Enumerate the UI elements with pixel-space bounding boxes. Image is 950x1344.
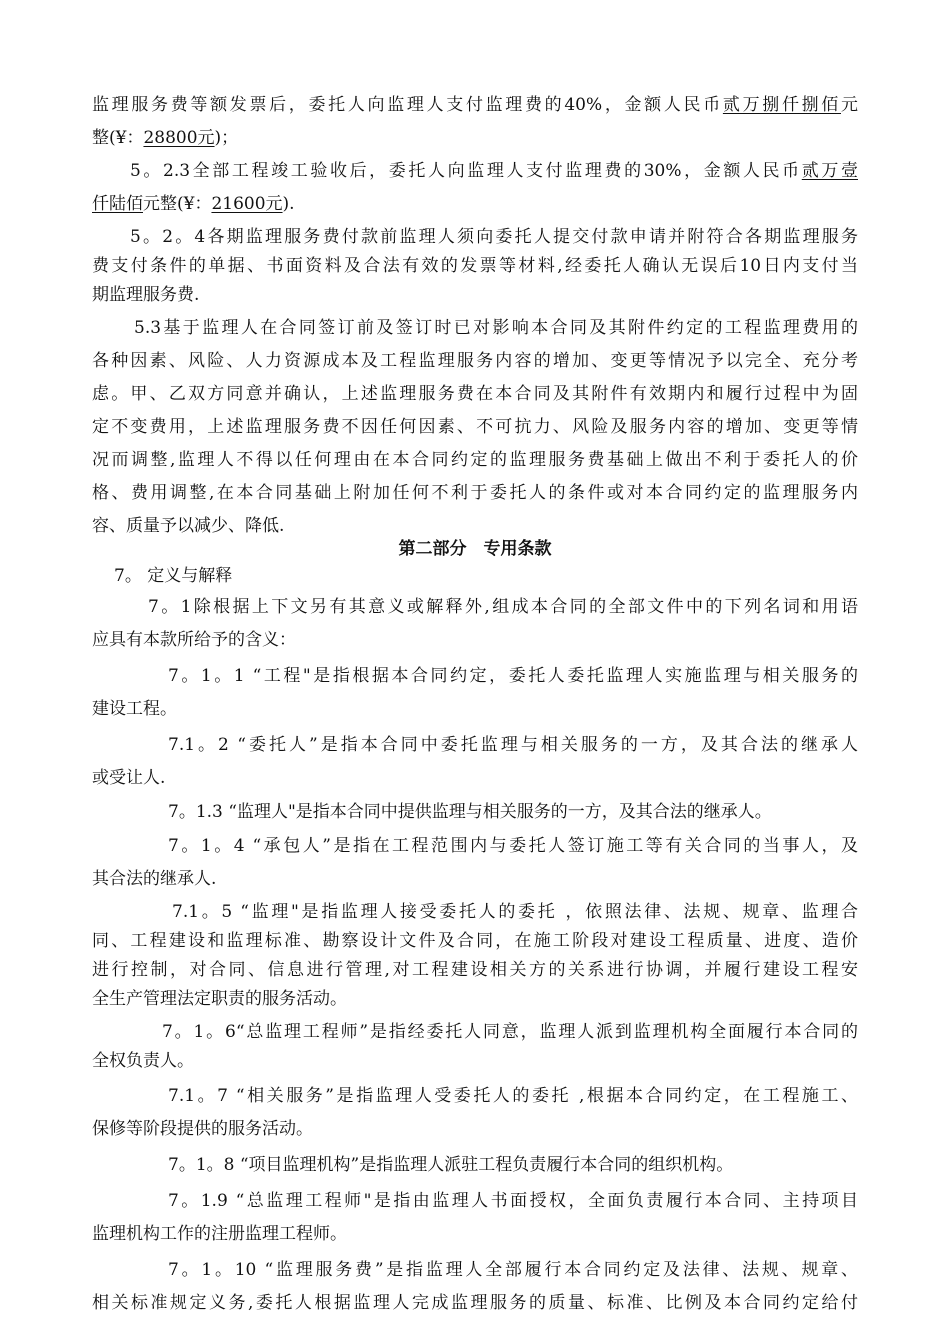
text-segment: 格、费用调整,在本合同基础上附加任何不利于委托人的条件或对本合同约定的监理服务内 — [92, 483, 858, 503]
text-line — [92, 563, 858, 589]
text-line — [92, 1048, 858, 1074]
text-segment: 7。1.3 “监理人"是指本合同中提供监理与相关服务的一方，及其合法的继承人。 — [168, 802, 772, 822]
text-segment: 5。2.3全部工程竣工验收后，委托人向监理人支付监理费的30%，金额人民币 — [130, 161, 802, 181]
text-segment: 7.1。7 “相关服务”是指监理人受委托人的委托 ,根据本合同约定，在工程施工、 — [168, 1086, 858, 1106]
underlined-amount: 仟陆佰 — [92, 194, 143, 214]
text-line — [92, 627, 858, 653]
text-line — [92, 732, 858, 758]
text-line — [92, 957, 858, 983]
text-segment: 5。2。4各期监理服务费付款前监理人须向委托人提交付款申请并附符合各期监理服务 — [130, 227, 858, 247]
text-line — [92, 765, 858, 791]
text-segment: 全权负责人。 — [92, 1051, 194, 1071]
text-line — [92, 1116, 858, 1142]
text-segment: 整(¥： — [92, 128, 144, 148]
text-segment: 7.1。2 “委托人”是指本合同中委托监理与相关服务的一方，及其合法的继承人 — [168, 735, 858, 755]
text-line — [92, 253, 858, 279]
text-line — [92, 480, 858, 506]
text-line — [92, 1152, 858, 1178]
text-line — [92, 799, 858, 825]
text-line — [92, 1019, 858, 1045]
text-segment: 7。1除根据上下文另有其意义或解释外,组成本合同的全部文件中的下列名词和用语 — [148, 597, 858, 617]
text-segment: 元 — [841, 95, 858, 115]
underlined-amount: 贰万捌仟捌佰 — [722, 95, 841, 115]
text-segment: 进行控制，对合同、信息进行管理,对工程建设相关方的关系进行协调，并履行建设工程安 — [92, 960, 858, 980]
text-segment: 7。1。4 “承包人”是指在工程范围内与委托人签订施工等有关合同的当事人，及 — [168, 836, 858, 856]
text-segment: 同、工程建设和监理标准、勘察设计文件及合同，在施工阶段对建设工程质量、进度、造价 — [92, 931, 858, 951]
text-segment: 第二部分 专用条款 — [398, 539, 552, 559]
text-segment: ). — [282, 194, 295, 214]
text-segment: 7。1。6“总监理工程师”是指经委托人同意，监理人派到监理机构全面履行本合同的 — [162, 1022, 858, 1042]
text-line — [92, 158, 858, 184]
text-line — [92, 348, 858, 374]
text-line — [92, 899, 858, 925]
text-segment: 7.1。5 “监理"是指监理人接受委托人的委托 ，依照法律、法规、规章、监理合 — [172, 902, 858, 922]
text-line — [92, 594, 858, 620]
text-line — [92, 696, 858, 722]
text-segment: 期监理服务费. — [92, 285, 200, 305]
text-segment: 监理机构工作的注册监理工程师。 — [92, 1224, 347, 1244]
text-segment: 容、质量予以减少、降低. — [92, 516, 285, 536]
text-line — [92, 92, 858, 118]
text-segment: 7。1.9 “总监理工程师"是指由监理人书面授权，全面负责履行本合同、主持项目 — [168, 1191, 858, 1211]
text-segment: 况而调整,监理人不得以任何理由在本合同约定的监理服务费基础上做出不利于委托人的价 — [92, 450, 858, 470]
text-segment: 监理服务费等额发票后，委托人向监理人支付监理费的40%，金额人民币 — [92, 95, 723, 115]
text-segment: 7。1。8 “项目监理机构”是指监理人派驻工程负责履行本合同的组织机构。 — [168, 1155, 734, 1175]
text-line — [92, 663, 858, 689]
text-segment: 定不变费用，上述监理服务费不因任何因素、不可抗力、风险及服务内容的增加、变更等情 — [92, 417, 858, 437]
underlined-amount: 21600元 — [211, 194, 283, 214]
text-line — [92, 282, 858, 308]
text-line — [92, 447, 858, 473]
text-segment: 应具有本款所给予的含义： — [92, 630, 296, 650]
text-line — [92, 1083, 858, 1109]
underlined-amount: 贰万壹 — [801, 161, 858, 181]
text-line — [92, 1257, 858, 1283]
text-segment: 费支付条件的单据、书面资料及合法有效的发票等材料,经委托人确认无误后10日内支付当 — [92, 256, 858, 276]
text-line — [92, 833, 858, 859]
text-segment: 建设工程。 — [92, 699, 177, 719]
text-segment: 全生产管理法定职责的服务活动。 — [92, 989, 347, 1009]
text-segment: 虑。甲、乙双方同意并确认，上述监理服务费在本合同及其附件有效期内和履行过程中为固 — [92, 384, 858, 404]
text-segment: 其合法的继承人. — [92, 869, 217, 889]
text-line — [92, 224, 858, 250]
underlined-amount: 28800元 — [143, 128, 215, 148]
text-line — [92, 1188, 858, 1214]
text-line — [92, 381, 858, 407]
text-segment: 7。 定义与解释 — [114, 566, 233, 586]
text-line — [92, 315, 858, 341]
text-line — [92, 986, 858, 1012]
text-segment: 7。1。10 “监理服务费”是指监理人全部履行本合同约定及法律、法规、规章、 — [168, 1260, 858, 1280]
section-heading — [92, 536, 858, 562]
text-line — [92, 866, 858, 892]
text-line — [92, 414, 858, 440]
text-segment: 保修等阶段提供的服务活动。 — [92, 1119, 313, 1139]
text-segment: 元整(¥： — [143, 194, 212, 214]
text-line — [92, 191, 858, 217]
text-segment: 或受让人. — [92, 768, 166, 788]
text-line — [92, 1221, 858, 1247]
text-segment: )； — [214, 128, 239, 148]
text-line — [92, 928, 858, 954]
text-line — [92, 125, 858, 151]
text-segment: 相关标准规定义务,委托人根据监理人完成监理服务的质量、标准、比例及本合同约定给付 — [92, 1293, 858, 1313]
text-segment: 7。1。1 “工程"是指根据本合同约定，委托人委托监理人实施监理与相关服务的 — [168, 666, 858, 686]
text-line — [92, 1290, 858, 1316]
text-segment: 各种因素、风险、人力资源成本及工程监理服务内容的增加、变更等情况予以完全、充分考 — [92, 351, 858, 371]
text-segment: 5.3基于监理人在合同签订前及签订时已对影响本合同及其附件约定的工程监理费用的 — [134, 318, 858, 338]
